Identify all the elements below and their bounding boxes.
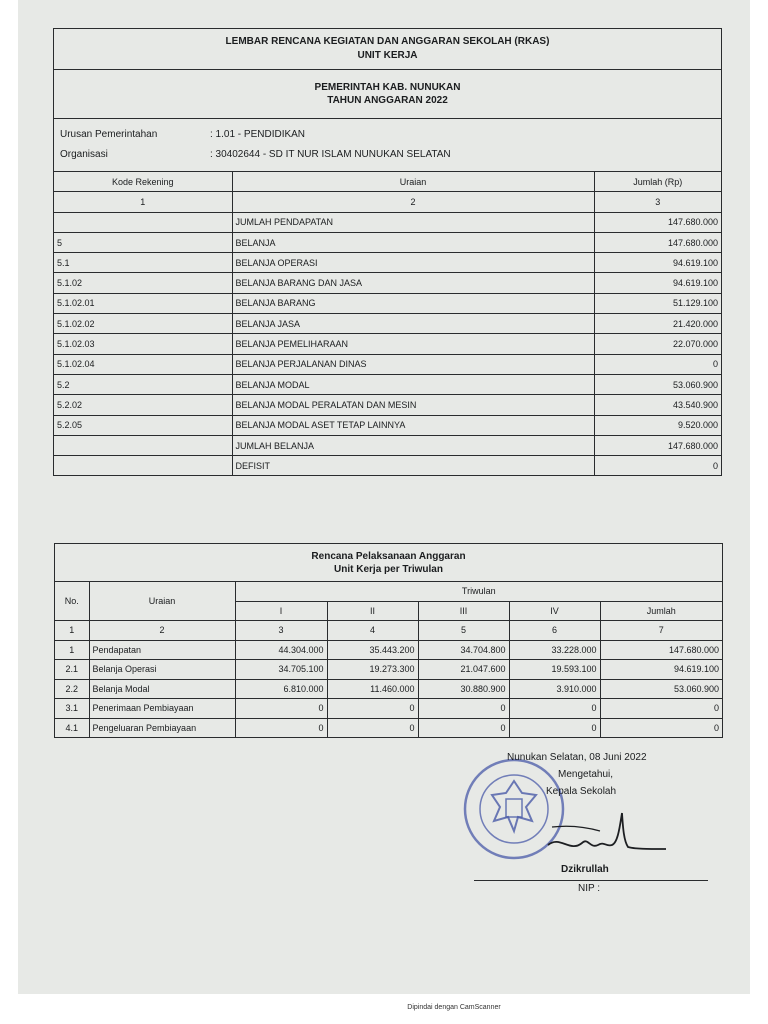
kode-cell: 5.1.02.02 xyxy=(54,314,232,334)
table-row xyxy=(55,699,722,719)
table-row xyxy=(54,374,721,394)
kode-cell: 5.1.02 xyxy=(54,273,232,293)
quarter-cell: 3.910.000 xyxy=(509,679,600,699)
header-number: 2 xyxy=(232,192,594,212)
triwulan-header-row xyxy=(55,582,722,601)
kode-cell: 5 xyxy=(54,232,232,252)
triwulan-title xyxy=(55,544,722,582)
header-quarter: III xyxy=(418,601,509,621)
table-row xyxy=(54,273,721,293)
table-row xyxy=(54,395,721,415)
signature-mengetahui: Mengetahui, xyxy=(558,769,614,780)
no-cell: 2.2 xyxy=(55,679,89,699)
uraian-cell: BELANJA OPERASI xyxy=(232,253,594,273)
signature-role: Kepala Sekolah xyxy=(546,786,617,797)
header-number: 2 xyxy=(89,621,235,641)
header-jumlah: Jumlah xyxy=(600,601,722,621)
no-cell: 2.1 xyxy=(55,660,89,680)
triwulan-sheet xyxy=(54,543,723,738)
uraian-cell: BELANJA PERJALANAN DINAS xyxy=(232,354,594,374)
table-row xyxy=(54,253,721,273)
jumlah-cell: 21.420.000 xyxy=(594,314,721,334)
jumlah-cell: 22.070.000 xyxy=(594,334,721,354)
quarter-cell: 0 xyxy=(235,718,327,737)
header-number: 7 xyxy=(600,621,722,641)
table-row xyxy=(54,415,721,435)
uraian-cell: BELANJA JASA xyxy=(232,314,594,334)
signature-line xyxy=(474,880,708,881)
table-row xyxy=(55,640,722,660)
fiscal-year: TAHUN ANGGARAN 2022 xyxy=(327,95,448,106)
header-quarter: IV xyxy=(509,601,600,621)
table-row xyxy=(54,456,721,476)
kode-cell: 5.1.02.01 xyxy=(54,293,232,313)
kode-cell: 5.1.02.03 xyxy=(54,334,232,354)
quarter-cell: 34.704.800 xyxy=(418,640,509,660)
handwritten-signature-icon xyxy=(530,805,670,863)
uraian-cell: BELANJA MODAL ASET TETAP LAINNYA xyxy=(232,415,594,435)
uraian-cell: JUMLAH PENDAPATAN xyxy=(232,212,594,232)
signature-nip: NIP : xyxy=(578,883,601,894)
jumlah-cell: 43.540.900 xyxy=(594,395,721,415)
jumlah-cell: 147.680.000 xyxy=(600,640,722,660)
urusan-row xyxy=(60,129,305,140)
jumlah-cell: 0 xyxy=(594,456,721,476)
header-uraian: Uraian xyxy=(89,582,235,621)
quarter-cell: 21.047.600 xyxy=(418,660,509,680)
quarter-cell: 0 xyxy=(327,718,418,737)
jumlah-cell: 53.060.900 xyxy=(600,679,722,699)
jumlah-cell: 147.680.000 xyxy=(594,232,721,252)
table-row xyxy=(55,718,722,737)
uraian-cell: BELANJA MODAL PERALATAN DAN MESIN xyxy=(232,395,594,415)
triwulan-table xyxy=(55,582,722,737)
uraian-cell: JUMLAH BELANJA xyxy=(232,435,594,455)
kode-cell: 5.1 xyxy=(54,253,232,273)
jumlah-cell: 0 xyxy=(594,354,721,374)
uraian-cell: Pengeluaran Pembiayaan xyxy=(89,718,235,737)
uraian-cell: BELANJA MODAL xyxy=(232,374,594,394)
rkas-title-line1: LEMBAR RENCANA KEGIATAN DAN ANGGARAN SEKOLAH (RKAS) xyxy=(225,36,550,47)
quarter-cell: 34.705.100 xyxy=(235,660,327,680)
organisasi-row xyxy=(60,149,451,160)
header-number: 4 xyxy=(327,621,418,641)
header-uraian: Uraian xyxy=(232,172,594,192)
quarter-cell: 33.228.000 xyxy=(509,640,600,660)
quarter-cell: 35.443.200 xyxy=(327,640,418,660)
jumlah-cell: 147.680.000 xyxy=(594,435,721,455)
uraian-cell: DEFISIT xyxy=(232,456,594,476)
jumlah-cell: 53.060.900 xyxy=(594,374,721,394)
organization-info xyxy=(54,119,721,172)
uraian-cell: Pendapatan xyxy=(89,640,235,660)
triwulan-title-line1: Rencana Pelaksanaan Anggaran xyxy=(311,550,466,562)
table-header-row xyxy=(54,172,721,192)
kode-cell: 5.2 xyxy=(54,374,232,394)
kode-cell: 5.1.02.04 xyxy=(54,354,232,374)
quarter-cell: 0 xyxy=(509,699,600,719)
header-number: 3 xyxy=(594,192,721,212)
no-cell: 1 xyxy=(55,640,89,660)
jumlah-cell: 147.680.000 xyxy=(594,212,721,232)
quarter-cell: 11.460.000 xyxy=(327,679,418,699)
table-row xyxy=(54,354,721,374)
quarter-cell: 19.273.300 xyxy=(327,660,418,680)
jumlah-cell: 94.619.100 xyxy=(594,273,721,293)
scanner-footer: Dipindai dengan CamScanner xyxy=(407,1004,501,1011)
header-triwulan: Triwulan xyxy=(235,582,722,601)
table-header-number-row xyxy=(54,192,721,212)
quarter-cell: 19.593.100 xyxy=(509,660,600,680)
quarter-cell: 0 xyxy=(418,718,509,737)
urusan-value: : 1.01 - PENDIDIKAN xyxy=(210,129,306,140)
quarter-cell: 0 xyxy=(418,699,509,719)
kode-cell xyxy=(54,456,232,476)
organisasi-value: : 30402644 - SD IT NUR ISLAM NUNUKAN SELATAN xyxy=(210,149,451,160)
rkas-sheet xyxy=(53,28,722,476)
rkas-table xyxy=(54,172,721,475)
no-cell: 3.1 xyxy=(55,699,89,719)
uraian-cell: BELANJA BARANG DAN JASA xyxy=(232,273,594,293)
urusan-label: Urusan Pemerintahan xyxy=(60,129,158,140)
quarter-cell: 0 xyxy=(327,699,418,719)
kode-cell xyxy=(54,435,232,455)
table-row xyxy=(55,679,722,699)
table-row xyxy=(54,314,721,334)
rkas-title xyxy=(54,29,721,70)
header-number: 1 xyxy=(54,192,232,212)
jumlah-cell: 0 xyxy=(600,718,722,737)
triwulan-number-row xyxy=(55,621,722,641)
table-row xyxy=(54,232,721,252)
organisasi-label: Organisasi xyxy=(60,149,108,160)
header-number: 3 xyxy=(235,621,327,641)
table-row xyxy=(54,212,721,232)
header-no: No. xyxy=(55,582,89,621)
header-quarter: I xyxy=(235,601,327,621)
signature-name: Dzikrullah xyxy=(561,864,609,875)
uraian-cell: BELANJA PEMELIHARAAN xyxy=(232,334,594,354)
header-number: 6 xyxy=(509,621,600,641)
table-row xyxy=(54,293,721,313)
table-row xyxy=(54,334,721,354)
jumlah-cell: 0 xyxy=(600,699,722,719)
table-row xyxy=(54,435,721,455)
triwulan-title-line2: Unit Kerja per Triwulan xyxy=(334,563,443,575)
uraian-cell: Belanja Modal xyxy=(89,679,235,699)
header-kode-rekening: Kode Rekening xyxy=(54,172,232,192)
no-cell: 4.1 xyxy=(55,718,89,737)
header-number: 5 xyxy=(418,621,509,641)
quarter-cell: 44.304.000 xyxy=(235,640,327,660)
uraian-cell: Penerimaan Pembiayaan xyxy=(89,699,235,719)
table-row xyxy=(55,660,722,680)
uraian-cell: BELANJA BARANG xyxy=(232,293,594,313)
header-jumlah: Jumlah (Rp) xyxy=(594,172,721,192)
rkas-title-line2: UNIT KERJA xyxy=(357,50,418,61)
jumlah-cell: 9.520.000 xyxy=(594,415,721,435)
uraian-cell: Belanja Operasi xyxy=(89,660,235,680)
uraian-cell: BELANJA xyxy=(232,232,594,252)
jumlah-cell: 94.619.100 xyxy=(594,253,721,273)
kode-cell: 5.2.02 xyxy=(54,395,232,415)
kode-cell: 5.2.05 xyxy=(54,415,232,435)
kode-cell xyxy=(54,212,232,232)
quarter-cell: 6.810.000 xyxy=(235,679,327,699)
quarter-cell: 0 xyxy=(235,699,327,719)
quarter-cell: 30.880.900 xyxy=(418,679,509,699)
pemda-name: PEMERINTAH KAB. NUNUKAN xyxy=(314,82,461,93)
signature-place-date: Nunukan Selatan, 08 Juni 2022 xyxy=(507,752,647,763)
header-quarter: II xyxy=(327,601,418,621)
jumlah-cell: 94.619.100 xyxy=(600,660,722,680)
quarter-cell: 0 xyxy=(509,718,600,737)
jumlah-cell: 51.129.100 xyxy=(594,293,721,313)
header-number: 1 xyxy=(55,621,89,641)
pemda-header xyxy=(54,70,721,119)
